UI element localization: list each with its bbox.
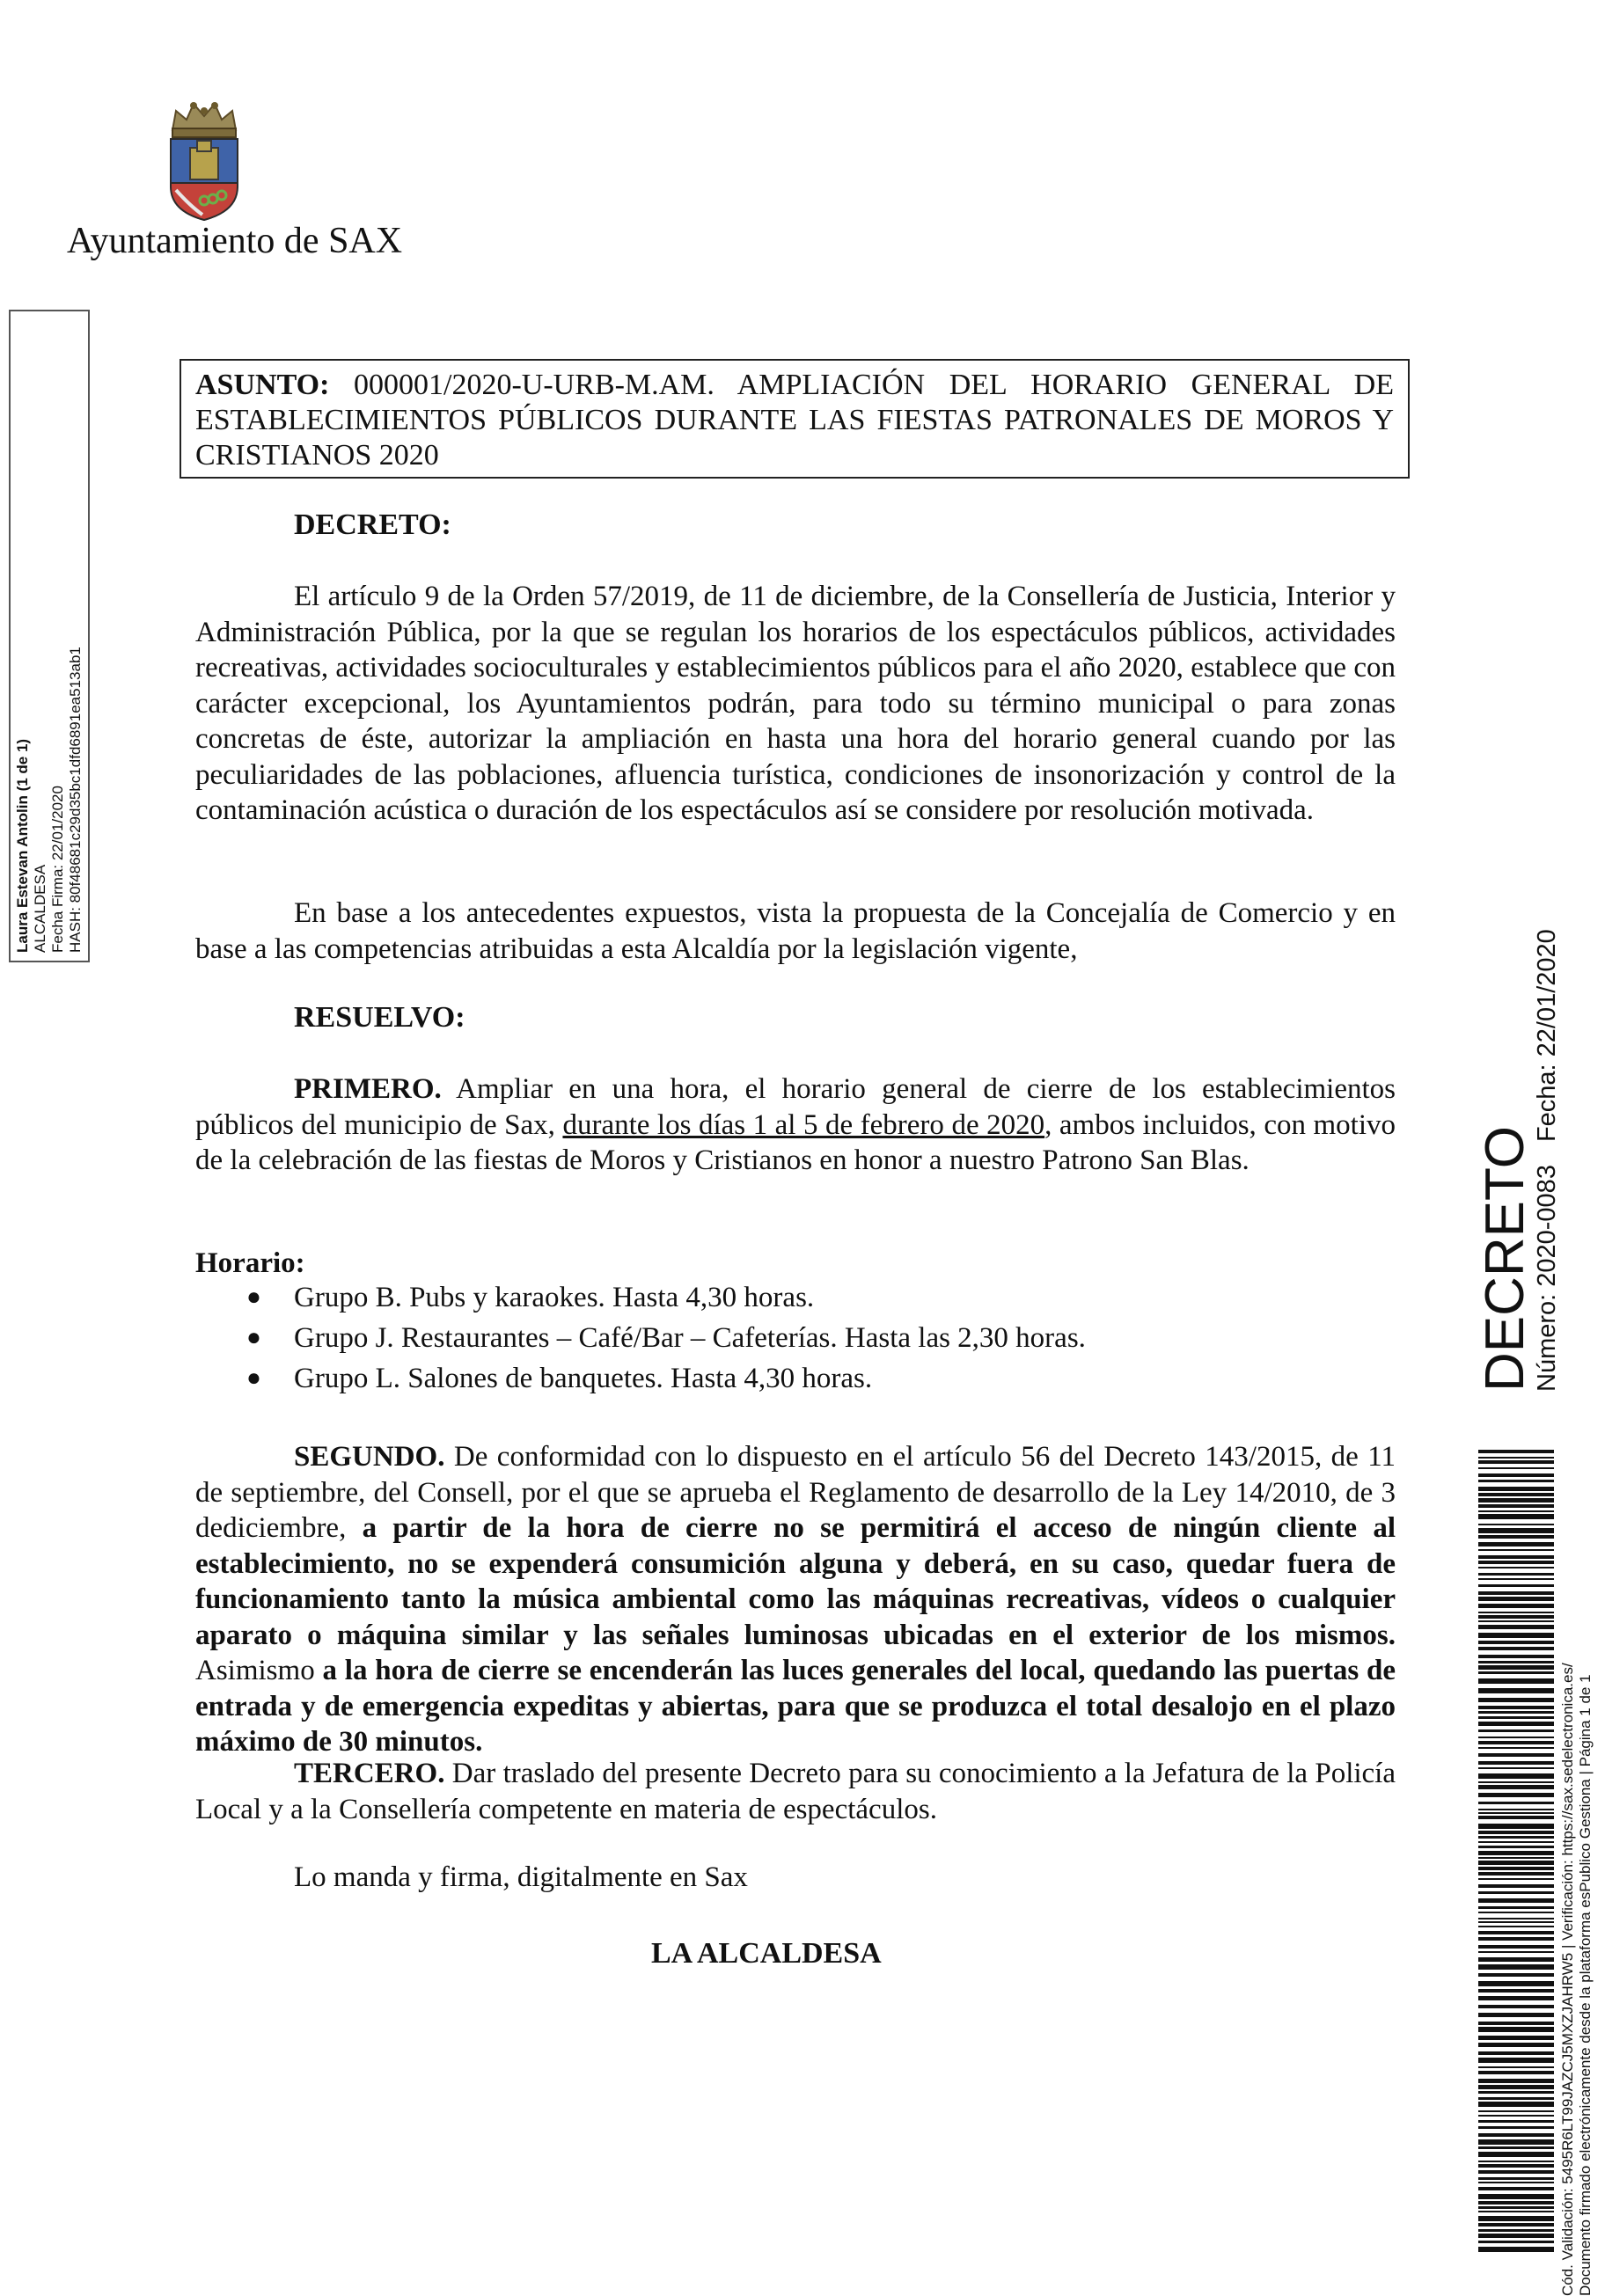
resuelvo-heading: RESUELVO: (294, 1001, 465, 1034)
primero-label: PRIMERO. (294, 1073, 442, 1105)
subject-label: ASUNTO: (195, 369, 330, 401)
signature-box (9, 310, 90, 962)
decree-date: Fecha: 22/01/2020 (1533, 929, 1561, 1143)
signer-name: Laura Estevan Antolin (1 de 1) (14, 738, 31, 953)
paragraph-tercero (195, 1756, 1396, 1827)
decree-number: Número: 2020-0083 (1533, 1165, 1561, 1392)
horario-item-text: Grupo J. Restaurantes – Café/Bar – Cafeterías. Hasta las 2,30 horas. (294, 1322, 1086, 1354)
decreto-heading: DECRETO: (294, 508, 451, 541)
decree-stamp-meta (1531, 906, 1563, 1392)
municipal-crest-icon (164, 99, 245, 222)
horario-list (195, 1277, 1339, 1399)
bullet-icon: ● (246, 1364, 261, 1392)
segundo-label: SEGUNDO. (294, 1441, 445, 1473)
barcode-icon (1478, 1450, 1554, 2252)
paragraph-antecedents: En base a los antecedentes expuestos, vista la propuesta de la Concejalía de Comercio y en base a las competencias atribuidas a esta Alcaldía por la legislación vigente, (195, 897, 1396, 965)
paragraph-preamble: El artículo 9 de la Orden 57/2019, de 11 de diciembre, de la Consellería de Justicia, Interior y Administración Pública, por la que se regulan los horarios de los espectáculos públicos, actividades recreativas, actividades socioculturales y establecimientos públicos para el año 2020, establece que con carácter excepcional, los Ayuntamientos podrán, para todo su término municipal o para zonas concretas de éste, autorizar la ampliación en hasta una hora del horario general cuando por las peculiaridades de las poblaciones, afluencia turística, condiciones de insonorización y control de la contaminación acústica o duración de los espectáculos así se considere por resolución motivada. (195, 581, 1396, 826)
subject-text: 000001/2020-U-URB-M.AM. AMPLIACIÓN DEL HORARIO GENERAL DE ESTABLECIMIENTOS PÚBLICOS DURANTE LAS FIESTAS PATRONALES DE MOROS Y CRISTIANOS 2020 (195, 369, 1394, 472)
verification-text (1559, 1663, 1594, 2296)
segundo-text-a: De conformidad con lo dispuesto en el artículo 56 del Decreto 143/2015, de 11 de septiembre, del Consell, por el que se aprueba el Reglamento de desarrollo de la Ley 14/2010, de 3 dediciembre, (195, 1441, 1396, 1544)
paragraph-segundo (195, 1439, 1396, 1760)
segundo-text-b: Asimismo (195, 1655, 323, 1686)
list-item (195, 1318, 1339, 1358)
decree-stamp-title: DECRETO (1475, 1125, 1535, 1392)
segundo-bold-2: a la hora de cierre se encenderán las luces generales del local, quedando las puertas de entrada y de emergencia expeditas y abiertas, para que se produzca el total desalojo en el plazo máximo de 30 minutos. (195, 1655, 1396, 1758)
list-item (195, 1358, 1339, 1399)
primero-dates: durante los días 1 al 5 de febrero de 2020 (562, 1108, 1045, 1141)
verification-code: Cód. Validación: 5495R6LT99JAZCJ5MXZJAHRW5 | Verificación: https://sax.sedelectronica.es/ (1559, 1663, 1576, 2296)
segundo-bold-1: a partir de la hora de cierre no se permitirá el acceso de ningún cliente al establecimiento, no se expenderá consumición alguna y deberá, en su caso, quedar fuera de funcionamiento tanto la música ambiental como las máquinas recreativas, vídeos o cualquier aparato o máquina similar y las señales luminosas ubicadas en el exterior de los mismos. (195, 1512, 1396, 1651)
horario-item-text: Grupo L. Salones de banquetes. Hasta 4,30 horas. (294, 1363, 873, 1394)
signer-role: ALCALDESA (32, 864, 48, 953)
horario-heading: Horario: (195, 1247, 305, 1279)
primero-text-b: , ambos incluidos, con motivo de la celebración de las fiestas de Moros y Cristianos en honor a nuestro Patrono San Blas. (195, 1108, 1396, 1176)
horario-item-text: Grupo B. Pubs y karaokes. Hasta 4,30 horas. (294, 1282, 815, 1313)
subject-box (180, 359, 1410, 479)
list-item (195, 1277, 1339, 1318)
paragraph-primero (195, 1071, 1396, 1179)
primero-text-a: Ampliar en una hora, el horario general de cierre de los establecimientos públicos del municipio de Sax, (195, 1073, 1396, 1141)
signature-hash: HASH: 80f48681c29d35bc1dfd6891ea513ab1 (67, 647, 84, 953)
closing-line: Lo manda y firma, digitalmente en Sax (294, 1861, 748, 1893)
bullet-icon: ● (246, 1283, 261, 1311)
bullet-icon: ● (246, 1324, 261, 1351)
platform-note: Documento firmado electrónicamente desde la plataforma esPublico Gestiona | Página 1 de 1 (1577, 1674, 1594, 2296)
tercero-text: Dar traslado del presente Decreto para su conocimiento a la Jefatura de la Policía Local y a la Consellería competente en materia de espectáculos. (195, 1758, 1396, 1825)
signatory-title: LA ALCALDESA (651, 1937, 882, 1970)
signature-date: Fecha Firma: 22/01/2020 (49, 786, 66, 953)
organization-name: Ayuntamiento de SAX (67, 221, 403, 261)
tercero-label: TERCERO. (294, 1758, 445, 1789)
